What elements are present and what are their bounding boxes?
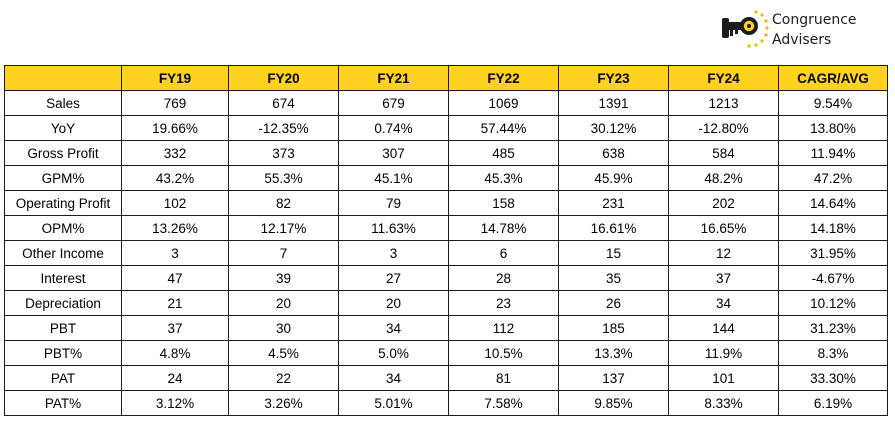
table-row [5, 316, 888, 341]
table-cell: 13.26% [122, 216, 229, 241]
header-cell-fy20: FY20 [229, 66, 339, 91]
table-cell: 16.65% [669, 216, 779, 241]
table-cell: 30.12% [559, 116, 669, 141]
table-row [5, 266, 888, 291]
table-cell: 34 [669, 291, 779, 316]
table-cell: 20 [229, 291, 339, 316]
table-cell: 48.2% [669, 166, 779, 191]
table-row [5, 91, 888, 116]
table-cell: 79 [339, 191, 449, 216]
table-cell: 5.01% [339, 391, 449, 416]
table-cell: 15 [559, 241, 669, 266]
table-cell: 13.80% [779, 116, 888, 141]
table-row [5, 241, 888, 266]
table-cell: 45.1% [339, 166, 449, 191]
table-cell: 3 [339, 241, 449, 266]
row-label: YoY [5, 116, 122, 141]
table-cell: 31.95% [779, 241, 888, 266]
table-cell: 45.9% [559, 166, 669, 191]
table-cell: 37 [122, 316, 229, 341]
row-label: PAT% [5, 391, 122, 416]
key-icon [718, 6, 770, 54]
table-cell: 14.64% [779, 191, 888, 216]
table-cell: 4.8% [122, 341, 229, 366]
table-cell: 20 [339, 291, 449, 316]
table-cell: 10.12% [779, 291, 888, 316]
table-cell: 4.5% [229, 341, 339, 366]
table-cell: 45.3% [449, 166, 559, 191]
header-cell-fy21: FY21 [339, 66, 449, 91]
table-cell: 144 [669, 316, 779, 341]
table-cell: 57.44% [449, 116, 559, 141]
header-cell-fy24: FY24 [669, 66, 779, 91]
table-row [5, 391, 888, 416]
table-cell: 26 [559, 291, 669, 316]
table-cell: 584 [669, 141, 779, 166]
row-label: PBT [5, 316, 122, 341]
table-row [5, 366, 888, 391]
table-row [5, 216, 888, 241]
table-row [5, 116, 888, 141]
row-label: PAT [5, 366, 122, 391]
table-cell: 13.3% [559, 341, 669, 366]
table-cell: 24 [122, 366, 229, 391]
header-cell-cagr: CAGR/AVG [779, 66, 888, 91]
table-cell: -4.67% [779, 266, 888, 291]
table-cell: 27 [339, 266, 449, 291]
header-cell-fy22: FY22 [449, 66, 559, 91]
row-label: Sales [5, 91, 122, 116]
table-cell: 47 [122, 266, 229, 291]
row-label: Other Income [5, 241, 122, 266]
table-cell: 7 [229, 241, 339, 266]
table-cell: 0.74% [339, 116, 449, 141]
table-row [5, 191, 888, 216]
table-cell: 485 [449, 141, 559, 166]
table-cell: 10.5% [449, 341, 559, 366]
table-cell: 16.61% [559, 216, 669, 241]
table-cell: -12.35% [229, 116, 339, 141]
table-cell: 28 [449, 266, 559, 291]
table-cell: 769 [122, 91, 229, 116]
table-cell: 1069 [449, 91, 559, 116]
table-cell: 82 [229, 191, 339, 216]
table-cell: 12.17% [229, 216, 339, 241]
table-row [5, 291, 888, 316]
table-row [5, 341, 888, 366]
row-label: Gross Profit [5, 141, 122, 166]
table-cell: 8.3% [779, 341, 888, 366]
table-cell: 679 [339, 91, 449, 116]
table-cell: 332 [122, 141, 229, 166]
table-cell: 1213 [669, 91, 779, 116]
table-cell: 6.19% [779, 391, 888, 416]
table-cell: 47.2% [779, 166, 888, 191]
table-cell: 3.26% [229, 391, 339, 416]
table-cell: 23 [449, 291, 559, 316]
row-label: Interest [5, 266, 122, 291]
row-label: Depreciation [5, 291, 122, 316]
table-cell: 674 [229, 91, 339, 116]
table-cell: 185 [559, 316, 669, 341]
table-cell: 638 [559, 141, 669, 166]
table-cell: 81 [449, 366, 559, 391]
financials-table [4, 65, 888, 416]
table-cell: 3.12% [122, 391, 229, 416]
brand-name [772, 10, 857, 50]
row-label: OPM% [5, 216, 122, 241]
table-cell: 14.18% [779, 216, 888, 241]
table-row [5, 166, 888, 191]
row-label: GPM% [5, 166, 122, 191]
table-cell: 14.78% [449, 216, 559, 241]
table-cell: 6 [449, 241, 559, 266]
table-cell: 137 [559, 366, 669, 391]
table-cell: 30 [229, 316, 339, 341]
table-header-row [5, 66, 888, 91]
table-cell: 33.30% [779, 366, 888, 391]
table-cell: 9.54% [779, 91, 888, 116]
table-cell: 55.3% [229, 166, 339, 191]
table-cell: 373 [229, 141, 339, 166]
table-cell: 307 [339, 141, 449, 166]
table-row [5, 141, 888, 166]
table-cell: 35 [559, 266, 669, 291]
table-cell: 3 [122, 241, 229, 266]
table-cell: 22 [229, 366, 339, 391]
table-cell: 7.58% [449, 391, 559, 416]
table-cell: 11.9% [669, 341, 779, 366]
table-cell: 231 [559, 191, 669, 216]
table-cell: 202 [669, 191, 779, 216]
table-cell: 5.0% [339, 341, 449, 366]
table-cell: 34 [339, 366, 449, 391]
table-cell: 1391 [559, 91, 669, 116]
table-cell: 37 [669, 266, 779, 291]
header-cell-fy19: FY19 [122, 66, 229, 91]
table-cell: 158 [449, 191, 559, 216]
table-cell: 9.85% [559, 391, 669, 416]
brand-line-2: Advisers [772, 32, 832, 48]
row-label: Operating Profit [5, 191, 122, 216]
header-cell-fy23: FY23 [559, 66, 669, 91]
table-cell: 39 [229, 266, 339, 291]
table-cell: 43.2% [122, 166, 229, 191]
table-cell: 19.66% [122, 116, 229, 141]
table-cell: 12 [669, 241, 779, 266]
brand-line-1: Congruence [772, 12, 857, 28]
table-cell: 34 [339, 316, 449, 341]
table-cell: -12.80% [669, 116, 779, 141]
table-cell: 8.33% [669, 391, 779, 416]
table-cell: 21 [122, 291, 229, 316]
row-label: PBT% [5, 341, 122, 366]
brand-logo [718, 6, 888, 54]
table-cell: 11.63% [339, 216, 449, 241]
table-cell: 11.94% [779, 141, 888, 166]
header-cell [5, 66, 122, 91]
table-cell: 112 [449, 316, 559, 341]
table-cell: 31.23% [779, 316, 888, 341]
table-cell: 102 [122, 191, 229, 216]
table-cell: 101 [669, 366, 779, 391]
